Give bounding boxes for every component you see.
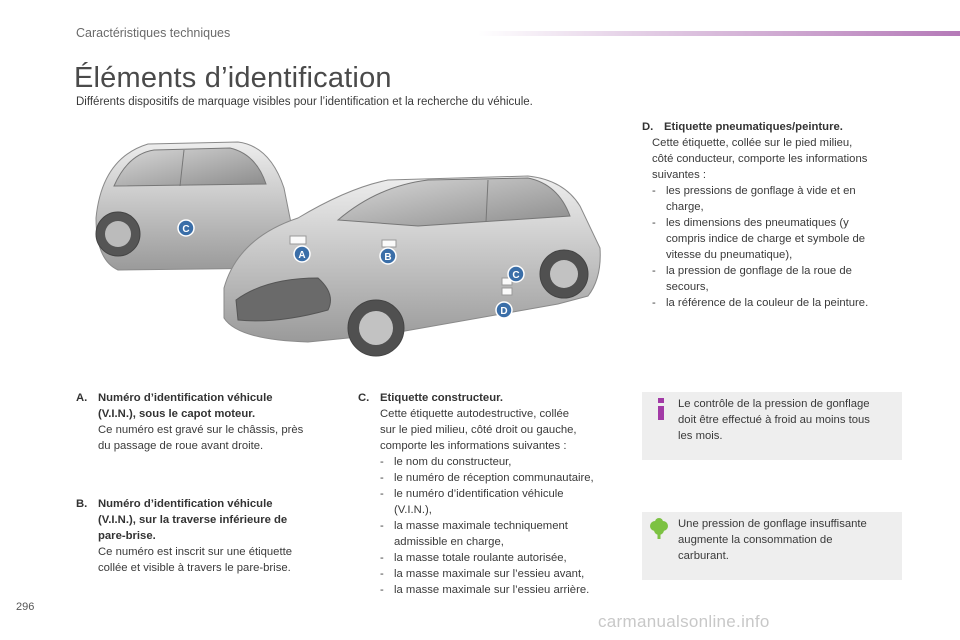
list-item: - la masse totale roulante autorisée, bbox=[358, 550, 628, 566]
tree-icon bbox=[648, 518, 670, 540]
block-d-body-2: côté conducteur, comporte les informations bbox=[652, 153, 868, 165]
block-a-heading-2: (V.I.N.), sous le capot moteur. bbox=[98, 408, 256, 420]
page-title: Éléments d’identification bbox=[74, 62, 392, 94]
block-b-heading-2: (V.I.N.), sur la traverse inférieure de bbox=[98, 514, 288, 526]
block-d bbox=[642, 119, 922, 311]
intro-text: Différents dispositifs de marquage visibles pour l’identification et la recherche du véhicule. bbox=[76, 96, 533, 108]
info-note-line-3: les mois. bbox=[678, 430, 723, 442]
header-accent-bar bbox=[478, 31, 960, 36]
block-b-heading-1: Numéro d’identification véhicule bbox=[98, 498, 273, 510]
svg-text:C: C bbox=[512, 270, 520, 281]
list-item: - le numéro de réception communautaire, bbox=[358, 470, 628, 486]
block-a-letter: A. bbox=[76, 392, 88, 404]
marker-c-rear bbox=[178, 220, 194, 236]
marker-a bbox=[294, 246, 310, 262]
block-a bbox=[76, 390, 346, 454]
page-number: 296 bbox=[16, 601, 35, 613]
list-item: - le numéro d’identification véhicule (V.I.N.), bbox=[358, 486, 628, 518]
list-item: - la référence de la couleur de la peinture. bbox=[642, 295, 922, 311]
block-d-list bbox=[642, 183, 922, 311]
block-d-heading: Etiquette pneumatiques/peinture. bbox=[664, 121, 843, 133]
info-note-line-1: Le contrôle de la pression de gonflage bbox=[678, 398, 870, 410]
marker-d bbox=[496, 302, 512, 318]
list-item: - le nom du constructeur, bbox=[358, 454, 628, 470]
block-b-letter: B. bbox=[76, 498, 88, 510]
block-a-heading-1: Numéro d’identification véhicule bbox=[98, 392, 273, 404]
block-c-body-2: sur le pied milieu, côté droit ou gauche, bbox=[380, 424, 577, 436]
block-c-body-3: comporte les informations suivantes : bbox=[380, 440, 567, 452]
svg-text:C: C bbox=[182, 224, 190, 235]
marker-b bbox=[380, 248, 396, 264]
eco-note-line-1: Une pression de gonflage insuffisante bbox=[678, 518, 867, 530]
list-item: - la pression de gonflage de la roue de secours, bbox=[642, 263, 922, 295]
list-item: - les dimensions des pneumatiques (y compris indice de charge et symbole de vitesse du pneumatique), bbox=[642, 215, 922, 263]
car-illustration bbox=[88, 128, 608, 378]
block-b-heading-3: pare-brise. bbox=[98, 530, 156, 542]
svg-text:A: A bbox=[298, 250, 306, 261]
block-b bbox=[76, 496, 346, 576]
block-c bbox=[358, 390, 628, 598]
watermark: carmanualsonline.info bbox=[598, 612, 770, 631]
block-c-list bbox=[358, 454, 628, 598]
block-c-body-1: Cette étiquette autodestructive, collée bbox=[380, 408, 570, 420]
info-icon bbox=[654, 398, 668, 420]
info-note-line-2: doit être effectué à froid au moins tous bbox=[678, 414, 870, 426]
svg-text:B: B bbox=[384, 252, 392, 263]
block-c-letter: C. bbox=[358, 392, 370, 404]
section-title: Caractéristiques techniques bbox=[76, 26, 231, 40]
svg-text:D: D bbox=[500, 306, 508, 317]
list-item: - la masse maximale sur l’essieu avant, bbox=[358, 566, 628, 582]
block-d-letter: D. bbox=[642, 121, 654, 133]
block-b-body-1: Ce numéro est inscrit sur une étiquette bbox=[98, 546, 293, 558]
eco-note-line-3: carburant. bbox=[678, 550, 729, 562]
block-b-body-2: collée et visible à travers le pare-brise. bbox=[98, 562, 291, 574]
block-a-body-1: Ce numéro est gravé sur le châssis, près bbox=[98, 424, 304, 436]
block-c-heading: Etiquette constructeur. bbox=[380, 392, 504, 404]
marker-c-front bbox=[508, 266, 524, 282]
list-item: - les pressions de gonflage à vide et en charge, bbox=[642, 183, 922, 215]
block-a-body-2: du passage de roue avant droite. bbox=[98, 440, 264, 452]
list-item: - la masse maximale sur l’essieu arrière. bbox=[358, 582, 628, 598]
block-d-body-1: Cette étiquette, collée sur le pied milieu, bbox=[652, 137, 853, 149]
eco-note-line-2: augmente la consommation de bbox=[678, 534, 833, 546]
block-d-body-3: suivantes : bbox=[652, 169, 707, 181]
info-note bbox=[642, 392, 902, 460]
eco-note bbox=[642, 512, 902, 580]
list-item: - la masse maximale techniquement admissible en charge, bbox=[358, 518, 628, 550]
